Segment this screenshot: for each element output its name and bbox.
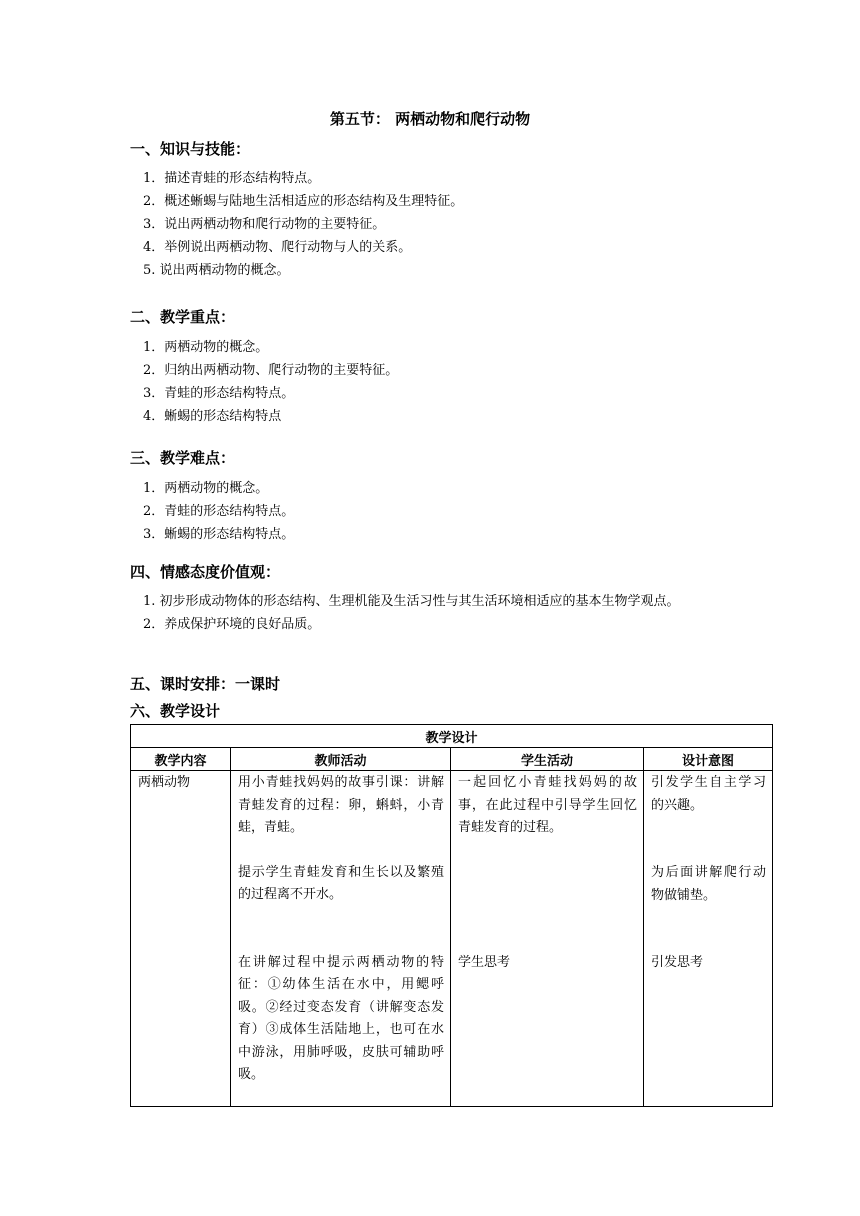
intent-paragraph: 引发思考 [651, 955, 704, 970]
key-points-list [143, 336, 398, 428]
column-header-intent: 设计意图 [644, 748, 773, 771]
intent-paragraph: 为后面讲解爬行动物做铺垫。 [651, 865, 767, 903]
page-title: 第五节： 两栖动物和爬行动物 [329, 110, 531, 128]
column-header-student: 学生活动 [451, 748, 644, 771]
list-item: 2．概述蜥蜴与陆地生活相适应的形态结构及生理特征。 [143, 194, 464, 209]
knowledge-skills-list [143, 167, 463, 282]
list-item: 4．蜥蜴的形态结构特点 [143, 409, 282, 424]
list-item: 3．青蛙的形态结构特点。 [143, 386, 295, 401]
content-text: 两栖动物 [138, 775, 191, 790]
heading-key-points: 二、教学重点： [130, 308, 236, 326]
student-paragraph: 学生思考 [458, 954, 511, 970]
values-list [143, 590, 680, 636]
list-item: 2．归纳出两栖动物、爬行动物的主要特征。 [143, 363, 399, 378]
heading-values: 四、情感态度价值观： [130, 563, 281, 581]
cell-content [131, 771, 231, 1107]
heading-design: 六、教学设计 [130, 702, 221, 720]
list-item: 2．青蛙的形态结构特点。 [143, 504, 295, 519]
list-item: 3．说出两栖动物和爬行动物的主要特征。 [143, 217, 386, 232]
list-item: 5. 说出两栖动物的概念。 [143, 263, 290, 278]
cell-student-activity [451, 771, 644, 1107]
student-paragraph: 一起回忆小青蛙找妈妈的故事，在此过程中引导学生回忆青蛙发育的过程。 [458, 775, 637, 835]
teacher-paragraph: 在讲解过程中提示两栖动物的特征：①幼体生活在水中，用鳃呼吸。②经过变态发育（讲解变态发育）③成体生活陆地上，也可在水中游泳，用肺呼吸，皮肤可辅助呼吸。 [238, 954, 444, 1082]
heading-knowledge-skills: 一、知识与技能： [130, 140, 251, 158]
teacher-paragraph: 提示学生青蛙发育和生长以及繁殖的过程离不开水。 [238, 864, 444, 902]
teaching-design-table [130, 724, 773, 1107]
list-item: 1．两栖动物的概念。 [143, 340, 269, 355]
cell-teacher-activity [231, 771, 451, 1107]
list-item: 2．养成保护环境的良好品质。 [143, 617, 321, 632]
list-item: 1．两栖动物的概念。 [143, 481, 269, 496]
teacher-paragraph: 用小青蛙找妈妈的故事引课：讲解青蛙发育的过程：卵，蝌蚪，小青蛙，青蛙。 [238, 775, 444, 835]
cell-design-intent [644, 771, 773, 1107]
list-item: 3．蜥蜴的形态结构特点。 [143, 527, 295, 542]
table-caption: 教学设计 [131, 725, 773, 748]
list-item: 1．描述青蛙的形态结构特点。 [143, 171, 321, 186]
intent-paragraph: 引发学生自主学习的兴趣。 [651, 775, 767, 813]
column-header-teacher: 教师活动 [231, 748, 451, 771]
list-item: 4．举例说出两栖动物、爬行动物与人的关系。 [143, 240, 412, 255]
list-item: 1. 初步形成动物体的形态结构、生理机能及生活习性与其生活环境相适应的基本生物学观点。 [143, 594, 680, 609]
difficulties-list [143, 477, 294, 546]
column-header-content: 教学内容 [131, 748, 231, 771]
table-row [131, 771, 773, 1107]
heading-schedule: 五、课时安排：一课时 [130, 675, 281, 693]
heading-difficulties: 三、教学难点： [130, 449, 236, 467]
